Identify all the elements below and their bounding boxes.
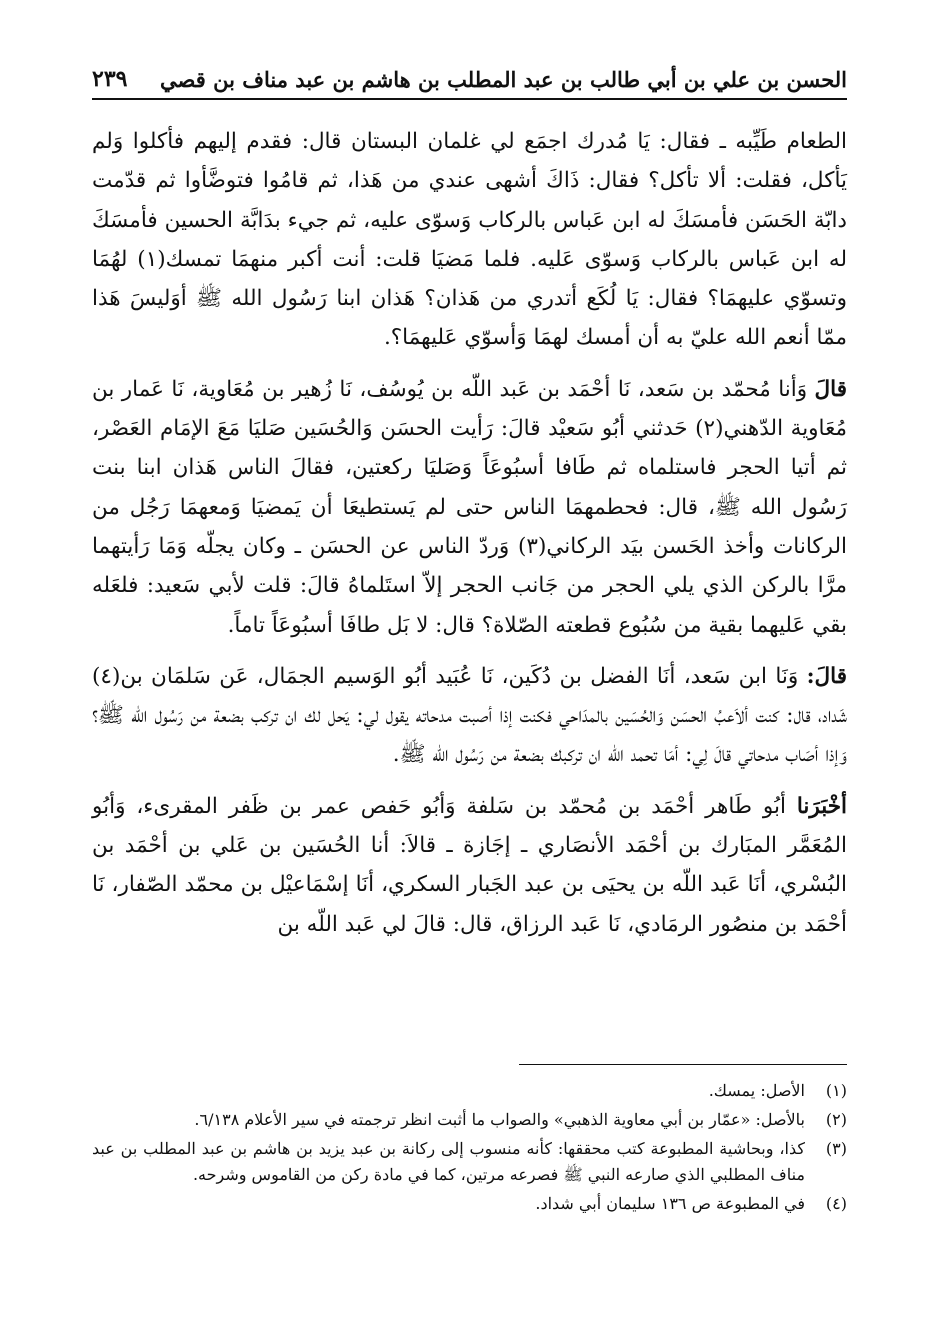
footnote-divider	[519, 1064, 847, 1065]
footnote-3	[92, 1136, 847, 1188]
footnote-2-text: بالأصل: «عمّار بن أبي معاوية الذهبي» والصواب ما أثبت انظر ترجمته في سير الأعلام ٦/١٣٨.	[194, 1110, 805, 1129]
footnote-3-text: كذا، وبحاشية المطبوعة كتب محققها: كأنه منسوب إلى ركانة بن عبد يزيد بن هاشم بن عبد المطلب بن عبد مناف المطلبي الذي صارعه النبي ﷺ فصرعه مرتين، كما في مادة ركن من القاموس وشرحه.	[92, 1139, 805, 1184]
footnotes	[92, 1078, 847, 1220]
page-number: ٢٣٩	[92, 66, 128, 92]
footnote-3-number: (٣)	[825, 1139, 847, 1158]
paragraph-2	[92, 370, 847, 645]
paragraph-1-text: الطعام طَيِّبه ـ فقال: يَا مُدرك اجمَع لي غلمان البستان قال: فقدم إليهم فأكلوا وَلم يَأكل، فقلت: ألا تأكل؟ فقال: ذَاكَ أشهى عندي من هَذا، ثم قامُوا فتوضَّأوا ثم قدّمت دابّة الحَسَن فأمسَكَ له ابن عَباس بالركاب وَسوّى عليه، ثم جيء بدَابَّة الحسين فأمسَكَ له ابن عَباس بالركاب وَسوّى عَليه. فلما مَضيَا قلت: أنت أكبر منهمَا تمسك(١) لهُمَا وتسوّي عليهمَا؟ فقال: يَا لُكَع أتدري من هَذان؟ هَذان ابنا رَسُول الله ﷺ أوَليسَ هَذا ممّا أنعم الله عليّ به أن أمسك لهمَا وَأسوّي عَليهمَا؟.	[92, 129, 847, 351]
footnote-1-text: الأصل: يمسك.	[708, 1081, 805, 1100]
footnote-4-number: (٤)	[825, 1194, 847, 1213]
paragraph-2-text: وَأنا مُحمّد بن سَعد، نَا أحْمَد بن عَبد اللّه بن يُوسُف، نَا زُهير بن مُعَاوية، نَا عَمار بن مُعَاوية الدّهني(٢) حَدثني أبُو سَعيْد قالَ: رَأيت الحسَن وَالحُسَين صَليَا مَعَ الإمَام العَصْر، ثم أتيا الحجر فاستلماه ثم طَافا أسبُوعَاً وَصَليَا ركعتين، فقالَ الناس هَذان ابنا بنت رَسُول الله ﷺ، قال: فحطمهمَا الناس حتى لم يَستطيعَا أن يَمضيَا وَمعهمَا رَجُل من الركانات وأخذ الحَسن بيَد الركاني(٣) وَردّ الناس عن الحسَن ـ وكان يجلّه وَمَا رَأيتهما مرَّا بالركن الذي يلي الحجر من جَانب الحجر إلاّ استَلماهُ قالَ: قلت لأبي سَعيد: فلعَله بقي عَليهما بقية من سُبُوع قطعته الصّلاة؟ قال: لا بَل طافَا أسبُوعَاً تاماً.	[92, 376, 847, 638]
paragraph-3-text: وَنَا ابن سَعد، أنَا الفضل بن دُكَين، نَا عُبَيد أبُو الوَسيم الجمَال، عَن سَلمَان بن(٤) شَداد، قال: كنت ألاَعبُ الحسَن وَالحُسَين بالمدَاحي فكنت إذا أصبت مدحاته يقول لي: يَحل لك ان تركب بضعة من رَسُول الله ﷺ؟ وَإذا أصَاب مدحاتي قالَ لِي: أمَا تحمد الله ان تركبك بضعة من رَسُول الله ﷺ.	[92, 663, 847, 768]
paragraph-4	[92, 787, 847, 944]
footnote-2	[92, 1107, 847, 1133]
paragraph-4-lead: أخْبَرَنا	[796, 793, 847, 819]
paragraph-4-text: أبُو طَاهر أحْمَد بن مُحمّد بن سَلفة وَأبُو حَفص عمر بن ظَفر المقرىء، وَأبُو المُعَمَّر المبَارك بن أحْمَد الأنصَاري ـ إجَازة ـ قالاَ: أنا الحُسَين بن عَلي بن أحْمَد بن البُسْري، أنَا عَبد اللّه بن يحيَى بن عبد الجَبار السكري، أنَا إسْمَاعيْل بن محمّد الصّفار، نَا أحْمَد بن منصُور الرمَادي، نَا عَبد الرزاق، قال: قالَ لي عَبد اللّه بن	[92, 793, 847, 937]
paragraph-3-lead: قالَ:	[806, 663, 847, 689]
footnote-2-number: (٢)	[825, 1110, 847, 1129]
footnote-4-text: في المطبوعة ص ١٣٦ سليمان أبي شداد.	[535, 1194, 805, 1213]
paragraph-1	[92, 122, 847, 358]
paragraph-3	[92, 657, 847, 775]
footnote-1	[92, 1078, 847, 1104]
footnote-1-number: (١)	[825, 1081, 847, 1100]
header-title: الحسن بن علي بن أبي طالب بن عبد المطلب بن هاشم بن عبد مناف بن قصي	[160, 67, 847, 92]
paragraph-2-lead: قالَ	[814, 376, 847, 402]
running-header	[92, 58, 847, 100]
footnote-4	[92, 1191, 847, 1217]
main-text	[92, 122, 847, 956]
